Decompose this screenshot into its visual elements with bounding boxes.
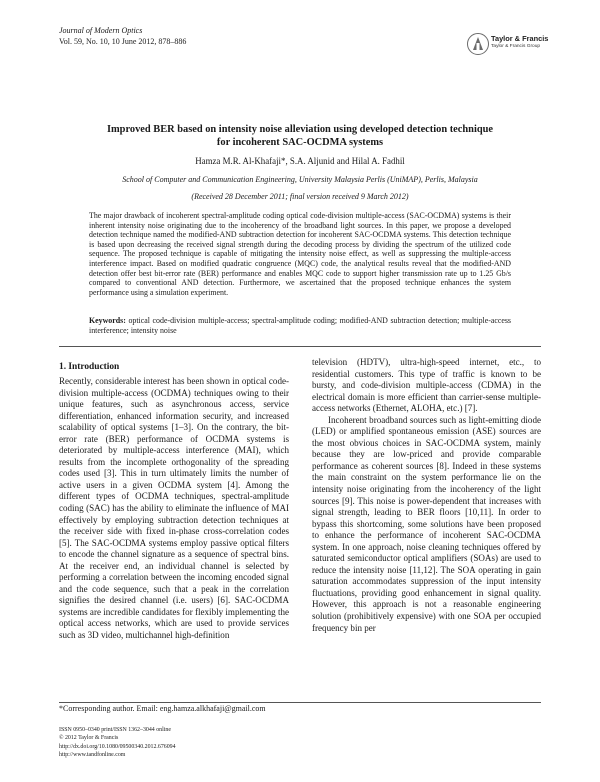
publisher-logo [466,31,566,57]
taylor-francis-emblem-icon [466,31,492,57]
right-column [312,357,541,634]
journal-header [59,25,186,47]
received-dates [60,192,540,201]
keywords [89,316,511,335]
section-divider [59,346,541,347]
paragraph: Incoherent broadband sources such as light-emitting diode (LED) or amplified spontaneous emission (ASE) sources are the most obvious choices in SAC-OCDMA system, mainly because they are low-priced and provide comparable performance as coherent sources [8]. Indeed in these systems the main constraint on the system performance lie on the intensity noise originating from the incoherency of the light sources [9]. This noise is power-dependent that increases with signal strength, leading to BER floors [10,11]. In order to bypass this shortcoming, some solutions have been proposed to enhance the performance of incoherent SAC-OCDMA system. In one approach, noise cleaning techniques offered by saturated semiconductor optical amplifiers (SOAs) are used to reduce the intensity noise [11,12]. The SOA operating in gain saturation accommodates suppression of the input intensity fluctuations, providing good enhancement in signal quality. However, this approach is not a reasonable engineering solution (prohibitively expensive) with one SOA per occupied frequency bin per [312,414,541,633]
section-heading-introduction: 1. Introduction [59,362,120,372]
corresponding-author-footnote: *Corresponding author. Email: eng.hamza.alkhafaji@gmail.com [59,704,266,713]
paragraph: Recently, considerable interest has been shown in optical code-division multiple-access (OCDMA) techniques owing to their unique features, such as asynchronous access, service differentiation, enhanced information security, and increased scalability of optical systems [1–3]. On the contrary, the bit-error rate (BER) performance of OCDMA systems is deteriorated by multiple-access interference (MAI), which results from the incomplete orthogonality of the spreading codes used [3]. This in turn ultimately limits the number of active users in a given OCDMA system [4]. Among the different types of OCDMA techniques, spectral-amplitude coding (SAC) has the ability to eliminate the influence of MAI effectively by employing subtraction detection techniques at the receiver side with fixed in-phase cross-correlation codes [5]. The SAC-OCDMA systems employ passive optical filters to encode the channel signature as a sequence of spectral bins. At the receiver end, an individual channel is selected by performing a correlation between the incoming encoded signal and the code sequence, such that a peak in the correlation signifies the desired channel (i.e. users) [6]. SAC-OCDMA systems are incredible candidates for flexibly implementing the optical access networks, which are used to provide services such as 3D video, multichannel high-definition [59,376,289,641]
journal-citation: Vol. 59, No. 10, 10 June 2012, 878–886 [59,37,187,46]
journal-name: Journal of Modern Optics [59,26,143,35]
publisher-group: Taylor & Francis Group [491,44,541,49]
copyright: © 2012 Taylor & Francis [59,735,119,742]
publication-info [59,726,176,760]
issn: ISSN 0950–0340 print/ISSN 1362–3044 online [59,727,171,733]
title-line-1: Improved BER based on intensity noise alleviation using developed detection technique [106,124,494,135]
website-link[interactable]: http://www.tandfonline.com [59,752,126,759]
received-text: (Received 28 December 2011; final version received 9 March 2012) [191,192,409,201]
publisher-brand: Taylor & Francis [491,34,549,43]
doi-link[interactable]: http://dx.doi.org/10.1080/09500340.2012.676094 [59,743,176,750]
keywords-text: optical code-division multiple-access; spectral-amplitude coding; modified-AND subtraction detection; multiple-access interference; intensity noise [89,316,511,335]
title-line-2: for incoherent SAC-OCDMA systems [216,137,384,148]
left-column [59,376,289,642]
affiliation: School of Computer and Communication Engineering, University Malaysia Perlis (UniMAP), Perlis, Malaysia [122,175,478,184]
footnote-rule [59,702,541,703]
keywords-label: Keywords: [89,316,126,325]
paragraph: television (HDTV), ultra-high-speed internet, etc., to residential customers. This type of traffic is known to be bursty, and code-division multiple-access (CDMA) in the electrical domain is more efficient than carrier-sense multiple-access networks (Ethernet, ALOHA, etc.) [7]. [312,357,541,414]
article-title [60,123,540,149]
authors: Hamza M.R. Al-Khafaji*, S.A. Aljunid and Hilal A. Fadhil [195,156,405,166]
abstract: The major drawback of incoherent spectral-amplitude coding optical code-division multiple-access (SAC-OCDMA) systems is their inherent intensity noise originating due to the incoherency of the broadband light sources. In this paper, we propose a developed detection technique named the modified-AND subtraction detection for incoherent SAC-OCDMA systems. This detection technique is based upon decreasing the received signal strength during the decoding process by dividing the spectrum of the utilized code sequence. The proposed technique is capable of mitigating the intensity noise effect, as well as suppressing the multiple-access interference impact. Based on modified quadratic congruence (MQC) code, the analytical results reveal that the modified-AND detection offer best bit-error rate (BER) performance and enables MQC code to support higher transmission rate up to 1.25 Gb/s compared to conventional AND detection. Furthermore, we ascertained that the proposed technique enhances the system performance using a simulation experiment. [89,211,511,297]
